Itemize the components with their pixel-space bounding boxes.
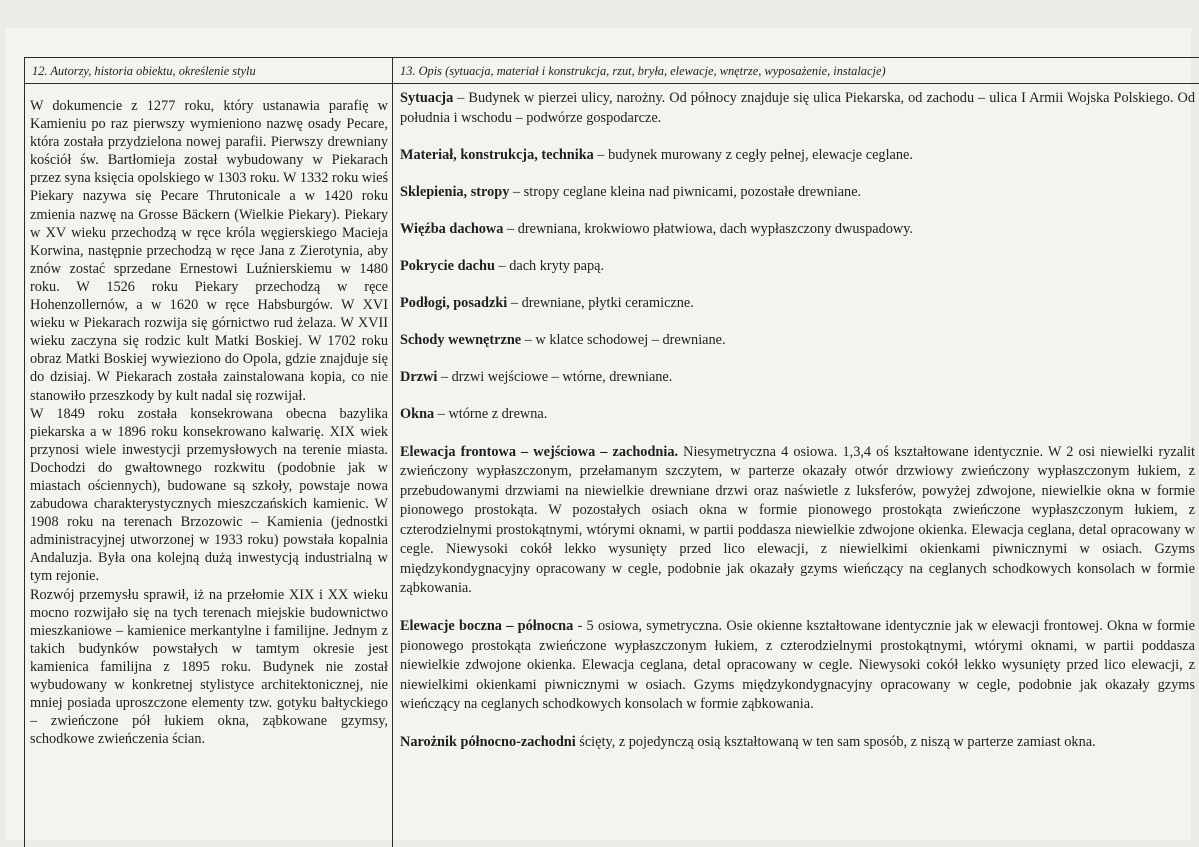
entry-label: Więźba dachowa [400,220,504,237]
history-paragraph: Rozwój przemysłu sprawił, iż na przełomie XIX i XX wieku mocno rozwijało się na tych terenach miejskie budownictwo mieszkaniowe – kamienice merkantylne i familijne. Jednym z takich budynków powstałych w tamtym okresie jest kamienica familijna z 1895 roku. Budynek nie został wybudowany w konkretnej stylistyce architektonicznej, nie mniej posiada uproszczone elementy tzw. gotyku bałtyckiego – zwieńczone pół łukiem okna, ząbkowane gzymsy, schodkowe zwieńczenia ścian. [30,586,388,748]
description-text [400,89,1195,753]
entry-text: ścięty, z pojedynczą osią kształtowaną w ten sam sposób, z niszą w parterze zamiast okna. [575,734,1096,750]
table-border-top [24,57,1199,58]
description-column-header: 13. Opis (sytuacja, materiał i konstrukcja, rzut, bryła, elewacje, wnętrze, wyposażenie, instalacje) [400,64,886,78]
entry-schody [400,331,1195,351]
table-border-left [24,57,25,847]
entry-label: Elewacja frontowa – wejściowa – zachodnia. [400,443,679,460]
entry-sytuacja [400,89,1195,128]
entry-text: – drzwi wejściowe – wtórne, drewniane. [437,368,673,385]
entry-label: Schody wewnętrzne [400,331,522,348]
history-paragraph: W dokumencie z 1277 roku, który ustanawia parafię w Kamieniu po raz pierwszy wymieniono nazwę osady Pecare, która została przydzielona nowej parafii. Pierwszy drewniany kościół św. Bartłomieja został wybudowany w Piekarach przez syna księcia opolskiego w 1303 roku. W 1332 roku wieś Piekary nazywa się Pecare Thrutonicale a w 1420 roku zmienia nazwę na Grosse Bäckern (Wielkie Piekary). Piekary w XV wieku przechodzą w ręce króla węgierskiego Macieja Korwina, następnie przechodzą w ręce Jana z Zierotynia, aby znów zostać sprzedane Ernestowi Luźnierskiemu w 1480 roku. W 1526 roku Piekary przechodzą w ręce Hohenzollernów, a w 1620 w ręce Habsburgów. W XVI wieku w Piekarach rozwija się górnictwo rud żelaza. W XVII wieku zaczyna się rodzic kult Matki Boskiej. W 1702 roku obraz Matki Boskiej wywieziono do Opola, gdzie znajduje się do dzisiaj. W Piekarach została zainstalowana kopia, co nie stanowiło przeszkody by kult nadal się rozwijał. [30,98,389,404]
entry-okna [400,405,1195,425]
entry-label: Sklepienia, stropy [400,183,510,200]
entry-material [400,146,1195,166]
entry-sklepienia [400,183,1195,203]
entry-text: – stropy ceglane kleina nad piwnicami, pozostałe drewniane. [509,183,862,200]
entry-label: Sytuacja [400,90,454,106]
entry-text: – drewniana, krokwiowo płatwiowa, dach wypłaszczony dwuspadowy. [503,220,914,237]
history-text [30,97,388,748]
entry-naroznik [400,733,1195,753]
column-divider [392,57,393,847]
entry-label: Elewacje boczna – północna [400,618,574,634]
entry-label: Pokrycie dachu [400,257,495,274]
entry-text: – w klatce schodowej – drewniane. [521,331,726,348]
entry-text: - 5 osiowa, symetryczna. Osie okienne kształtowane identycznie jak w elewacji frontowej. Okna w formie pionowego prostokąta zwieńczone wypłaszczonym łukiem, z czterodzielnymi prostokątnymi, wtórymi oknami, w partii poddasza niewielkie zdwojone okienka. Elewacja ceglana, detal opracowany w cegle. Niewysoki cokół lekko wysunięty przed lico elewacji, z niewielkimi okienkami piwnicznymi w osiach. Gzyms międzykondygnacyjny opracowany w cegle, podobnie jak okazały gzyms wieńczący na ceglanych schodkowych konsolach w formie ząbkowania. [400,618,1195,712]
entry-drzwi [400,368,1195,388]
entry-text: – wtórne z drewna. [434,405,548,422]
entry-elewacja-frontowa [400,443,1195,599]
entry-pokrycie [400,257,1195,277]
entry-label: Okna [400,405,435,422]
entry-text: – drewniane, płytki ceramiczne. [507,294,694,311]
entry-text: Niesymetryczna 4 osiowa. 1,3,4 oś kształtowane identycznie. W 2 osi niewielki ryzalit zwieńczony wypłaszczonym, przełamanym szczytem, w parterze okazały otwór drzwiowy zwieńczony wypłaszczonym łukiem, z przebudowanymi drzwiami na niewielkie drewniane drzwi oraz naświetle z luksferów, powyżej zdwojone, niewielkie okna w formie pionowego prostokąta. W pozostałych osiach okna w formie pionowego prostokąta zwieńczone wypłaszczonym łukiem, z czterodzielnymi prostokątnymi, wtórymi oknami, w partii poddasza niewielkie zdwojone okienka. Elewacja ceglana, detal opracowany w cegle. Niewysoki cokół lekko wysunięty przed lico elewacji, z niewielkimi okienkami piwnicznymi w osiach. Gzyms międzykondygnacyjny opracowany w cegle, podobnie jak okazały gzyms wieńczący na ceglanych schodkowych konsolach w formie ząbkowania. [400,443,1195,596]
entry-elewacja-boczna [400,617,1195,715]
entry-wiezba [400,220,1195,240]
history-paragraph: W 1849 roku została konsekrowana obecna bazylika piekarska a w 1896 roku konsekrowano kalwarię. XIX wiek przynosi wiele inwestycji przemysłowych na terenie miasta. Dochodzi do gwałtownego rozkwitu (podobnie jak w miastach ościennych), budowane są szkoły, powstaje nowa zabudowa charakterystycznych mieszczańskich kamienic. W 1908 roku na terenach Brzozowic – Kamienia (jednostki administracyjnej utworzonej w 1933 roku) powstała kopalnia Andaluzja. Była ona kolejną dużą inwestycją industrialną w tym rejonie. [30,405,388,585]
entry-text: – budynek murowany z cegły pełnej, elewacje ceglane. [593,146,913,163]
history-column-header: 12. Autorzy, historia obiektu, określenie stylu [32,64,256,78]
entry-label: Drzwi [400,368,438,385]
entry-label: Narożnik północno-zachodni [400,734,576,750]
table-header-divider [24,83,1199,84]
entry-podlogi [400,294,1195,314]
entry-label: Materiał, konstrukcja, technika [400,146,594,163]
entry-text: – Budynek w pierzei ulicy, narożny. Od północy znajduje się ulica Piekarska, od zachodu – ulica I Armii Wojska Polskiego. Od południa i wschodu – podwórze gospodarcze. [400,90,1195,126]
entry-label: Podłogi, posadzki [400,294,508,311]
entry-text: – dach kryty papą. [494,257,605,274]
